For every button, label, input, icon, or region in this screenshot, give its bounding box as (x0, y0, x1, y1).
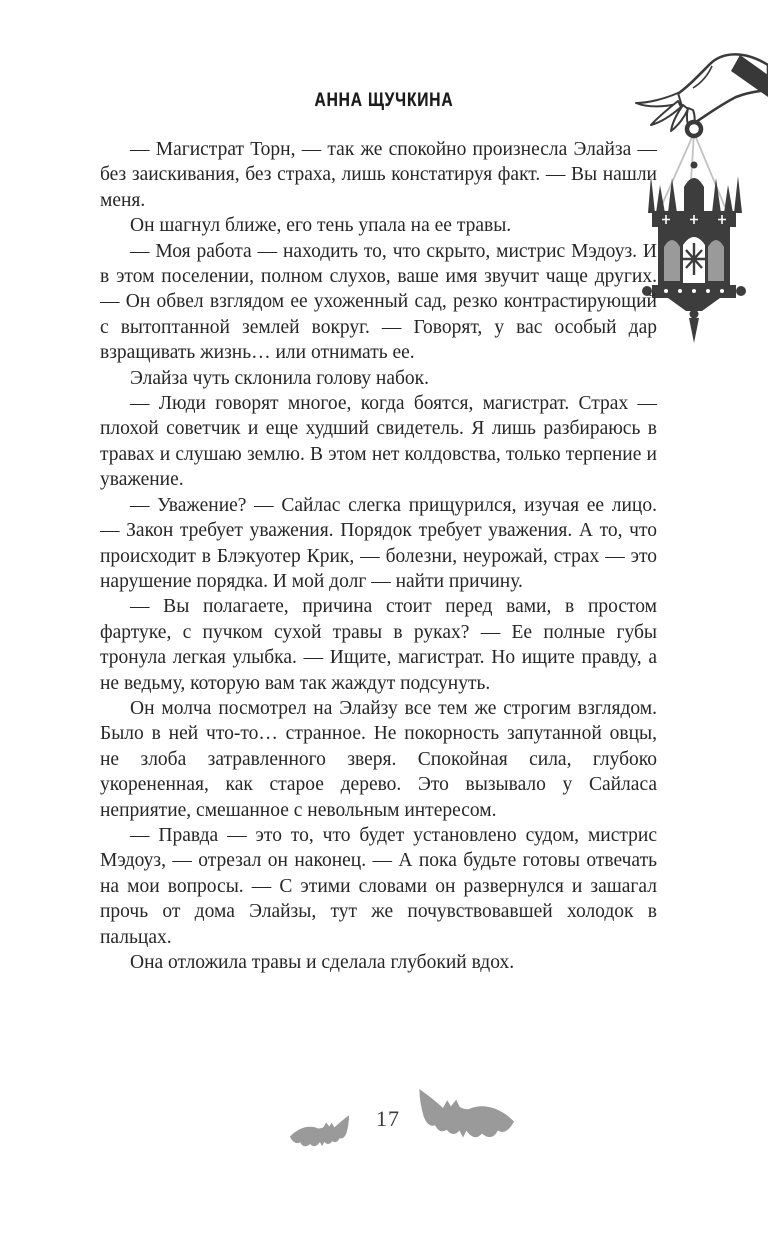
paragraph: — Правда — это то, что будет установлено судом, мистрис Мэдоуз, — отрезал он наконец. — А пока будьте готовы отвечать на мои вопросы. — С этими словами он развернулся и зашагал прочь от дома Элайзы, тут же почувствовавшей холодок в пальцах. (100, 824, 657, 948)
paragraph: — Вы полагаете, причина стоит перед вами, в простом фартуке, с пучком сухой травы в руках? — Ее полные губы тронула легкая улыбка. — Ищите, магистрат. Но ищите правду, а не ведьму, которую вам так жаждут подсунуть. (100, 596, 657, 694)
paragraph: Элайза чуть склонила голову набок. (130, 367, 430, 389)
paragraph: Он молча посмотрел на Элайзу все тем же строгим взглядом. Было в ней что-то… странное. Не покорность запутанной овцы, не злоба затравленного зверя. Спокойная сила, глубоко укорененная, как старое дерево. Это вызывало у Сайласа неприятие, смешанное с невольным интересом. (100, 697, 657, 821)
paragraph: — Моя работа — находить то, что скрыто, мистрис Мэдоуз. И в этом поселении, полном слухов, ваше имя звучит чаще других. — Он обвел взглядом ее ухоженный сад, резко контрастирующий с вытоптанной землей вокруг. — Говорят, у вас особый дар взращивать жизнь… или отнимать ее. (100, 240, 657, 364)
hand-icon (636, 54, 768, 136)
lantern-icon (642, 162, 746, 344)
bat-icon-right (410, 1081, 521, 1155)
paragraph: — Люди говорят многое, когда боятся, магистрат. Страх — плохой советчик и еще худший свидетель. Я лишь разбираюсь в травах и слушаю землю. В этом нет колдовства, только терпение и уважение. (100, 393, 657, 491)
running-header-author: АННА ЩУЧКИНА (314, 90, 454, 111)
page-text (100, 137, 657, 975)
page-number: 17 (376, 1106, 400, 1131)
bat-icon-left (285, 1110, 356, 1159)
paragraph: Он шагнул ближе, его тень упала на ее травы. (130, 215, 512, 237)
paragraph: — Уважение? — Сайлас слегка прищурился, изучая ее лицо. — Закон требует уважения. Порядок требует уважения. А то, что происходит в Блэкуотер Крик, — болезни, неурожай, страх — это нарушение порядка. И мой долг — найти причину. (100, 494, 657, 592)
paragraph: — Магистрат Торн, — так же спокойно произнесла Элайза — без заискивания, без страха, лишь констатируя факт. — Вы нашли меня. (100, 139, 657, 211)
paragraph: Она отложила травы и сделала глубокий вдох. (130, 952, 515, 973)
